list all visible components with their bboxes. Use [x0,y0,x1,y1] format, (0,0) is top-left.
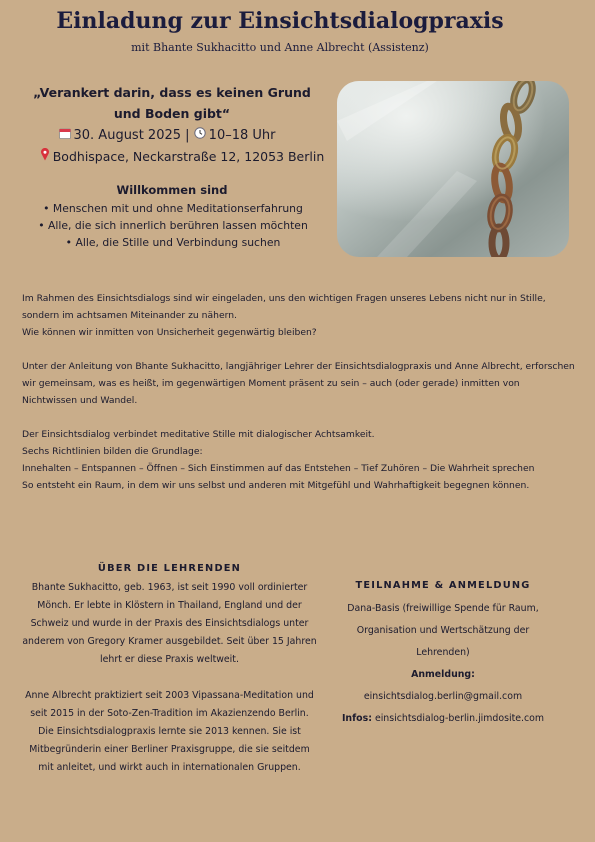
list-item: • Menschen mit und ohne Meditationserfahrung [43,202,303,215]
welcome-list [18,200,328,251]
intro-paragraph: Sechs Richtlinien bilden die Grundlage: [22,446,203,457]
event-location-line [22,148,342,164]
event-quote: „Verankert darin, dass es keinen Grund und Boden gibt“ [33,85,311,121]
chain-photo [337,81,569,257]
dana-text: Dana-Basis (freiwillige Spende für Raum, Organisation und Wertschätzung der Lehrenden) [347,603,539,658]
calendar-icon [59,128,71,142]
registration-text [333,598,553,730]
teachers-heading: ÜBER DIE LEHRENDEN [97,563,242,574]
teacher-bio-anne: Anne Albrecht praktiziert seit 2003 Vipassana-Meditation und seit 2015 in der Soto-Zen-Tradition im Akazienzendo Berlin. Die Einsichtsdialogpraxis lernte sie 2013 kennen. Sie ist Mitbegründerin einer Berliner Praxisgruppe, die sie seitdem mit anleitet, und wirkt auch in internationalen Gruppen. [25,690,314,773]
teachers-text [22,579,317,777]
event-location: Bodhispace, Neckarstraße 12, 12053 Berlin [52,149,325,164]
teacher-bio-bhante: Bhante Sukhacitto, geb. 1963, ist seit 1990 voll ordinierter Mönch. Er lebte in Klöstern in Thailand, England und der Schweiz und wurde in der Praxis des Einsichtsdialogs unter anderem von Gregory Kramer ausgebildet. Seit über 15 Jahren lehrt er diese Praxis weltweit. [22,582,317,665]
infos-label: Infos: [341,713,372,724]
website-link[interactable]: einsichtsdialog-berlin.jimdosite.com [374,713,545,724]
intro-paragraph: So entsteht ein Raum, in dem wir uns selbst und anderen mit Mitgefühl und Wahrhaftigkeit begegnen können. [22,480,530,491]
list-item: • Alle, die sich innerlich berühren lassen möchten [38,219,308,232]
list-item: • Alle, die Stille und Verbindung suchen [65,236,281,249]
intro-paragraph: Wie können wir inmitten von Unsicherheit gegenwärtig bleiben? [22,327,317,338]
event-date-line [22,127,312,143]
email-link[interactable]: einsichtsdialog.berlin@gmail.com [363,691,523,702]
page-title: Einladung zur Einsichtsdialogpraxis [56,8,504,34]
intro-paragraph: Der Einsichtsdialog verbindet meditative Stille mit dialogischer Achtsamkeit. [22,429,375,440]
intro-paragraph: Innehalten – Entspannen – Öffnen – Sich Einstimmen auf das Entstehen – Tief Zuhören – Die Wahrheit sprechen [22,463,535,474]
event-time: 10–18 Uhr [208,128,276,143]
page-subtitle: mit Bhante Sukhacitto und Anne Albrecht (Assistenz) [131,41,429,54]
pin-icon [40,148,50,164]
intro-text [22,290,577,494]
anmeldung-label: Anmeldung: [411,669,475,680]
intro-paragraph: Unter der Anleitung von Bhante Sukhacitto, langjähriger Lehrer der Einsichtsdialogpraxis und Anne Albrecht, erforschen wir gemeinsam, was es heißt, im gegenwärtigen Moment präsent zu sein – auch (oder gerade) inmitten von Nichtwissen und Wandel. [22,361,575,406]
event-date: 30. August 2025 | [73,128,190,143]
intro-paragraph: Im Rahmen des Einsichtsdialogs sind wir eingeladen, uns den wichtigen Fragen unseres Lebens nicht nur in Stille, sondern im achtsamen Miteinander zu nähern. [22,293,546,321]
clock-icon [194,127,206,142]
registration-heading: TEILNAHME & ANMELDUNG [355,580,531,591]
welcome-heading: Willkommen sind [116,183,228,197]
